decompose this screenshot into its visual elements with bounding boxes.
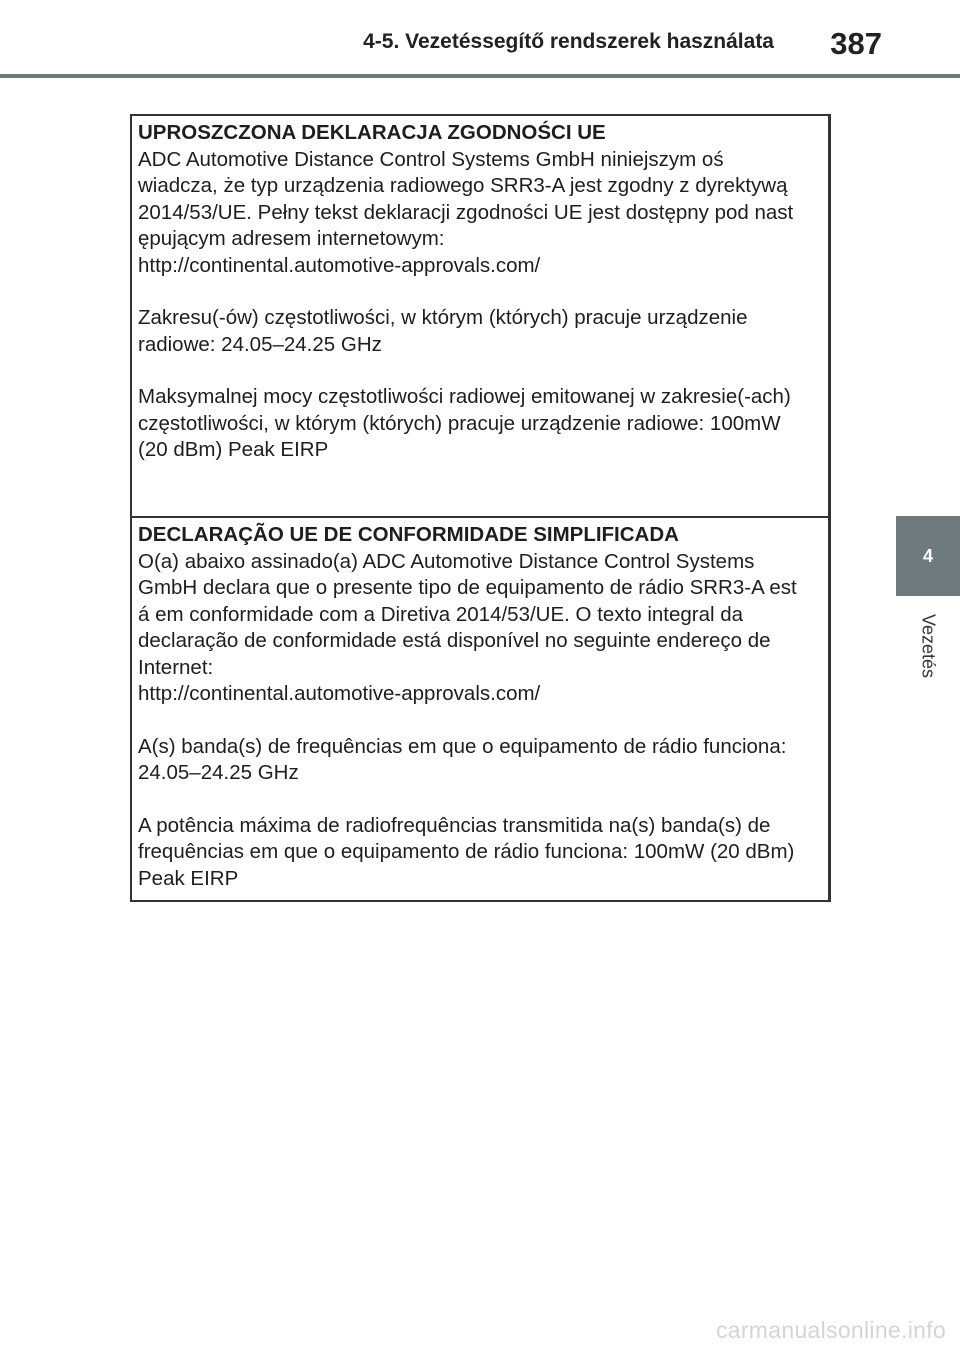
text-line: 2014/53/UE. Pełny tekst deklaracji zgodności UE jest dostępny pod nast	[138, 200, 794, 224]
text-line: Peak EIRP	[138, 866, 239, 890]
declaration-paragraph	[138, 384, 822, 464]
text-line: Zakresu(-ów) częstotliwości, w którym (których) pracuje urządzenie	[138, 306, 748, 329]
declaration-paragraph	[138, 813, 822, 893]
chapter-tab: 4	[896, 516, 960, 596]
chapter-label: Vezetés	[918, 613, 939, 679]
text-line: Maksymalnej mocy częstotliwości radiowej emitowanej w zakresie(-ach)	[138, 385, 791, 408]
text-line: A potência máxima de radiofrequências transmitida na(s) banda(s) de	[138, 813, 771, 837]
text-line: GmbH declara que o presente tipo de equipamento de rádio SRR3-A est	[138, 576, 797, 599]
text-line: częstotliwości, w którym (których) pracuje urządzenie radiowe: 100mW	[138, 411, 781, 435]
text-line: á em conformidade com a Diretiva 2014/53/UE. O texto integral da	[138, 602, 744, 626]
watermark: carmanualsonline.info	[715, 1317, 946, 1343]
declaration-title: UPROSZCZONA DEKLARACJA ZGODNOŚCI UE	[138, 121, 606, 144]
text-line: radiowe: 24.05–24.25 GHz	[138, 332, 382, 356]
text-line: wiadcza, że typ urządzenia radiowego SRR3-A jest zgodny z dyrektywą	[138, 174, 788, 197]
section-title: 4-5. Vezetéssegítő rendszerek használata	[363, 30, 774, 53]
page-header	[0, 0, 960, 78]
declaration-box	[130, 114, 831, 902]
text-line: Internet:	[138, 655, 214, 679]
text-line: ępującym adresem internetowym:	[138, 227, 445, 250]
declaration-paragraph	[138, 734, 822, 787]
text-line: declaração de conformidade está disponível no seguinte endereço de	[138, 629, 771, 652]
declaration-polish	[132, 116, 828, 518]
text-line: (20 dBm) Peak EIRP	[138, 438, 329, 461]
declaration-title: DECLARAÇÃO UE DE CONFORMIDADE SIMPLIFICADA	[138, 523, 679, 546]
declaration-paragraph	[138, 549, 822, 708]
text-line: http://continental.automotive-approvals.com/	[138, 253, 541, 277]
header-rule	[0, 74, 960, 78]
declaration-paragraph	[138, 305, 822, 358]
declaration-paragraph	[138, 147, 822, 280]
page-number: 387	[830, 26, 882, 61]
text-line: 24.05–24.25 GHz	[138, 761, 299, 784]
declaration-portuguese	[132, 518, 828, 900]
text-line: ADC Automotive Distance Control Systems GmbH niniejszym oś	[138, 147, 724, 171]
text-line: frequências em que o equipamento de rádio funciona: 100mW (20 dBm)	[138, 840, 795, 863]
text-line: O(a) abaixo assinado(a) ADC Automotive Distance Control Systems	[138, 549, 755, 573]
text-line: http://continental.automotive-approvals.com/	[138, 682, 541, 705]
text-line: A(s) banda(s) de frequências em que o equipamento de rádio funciona:	[138, 734, 787, 758]
